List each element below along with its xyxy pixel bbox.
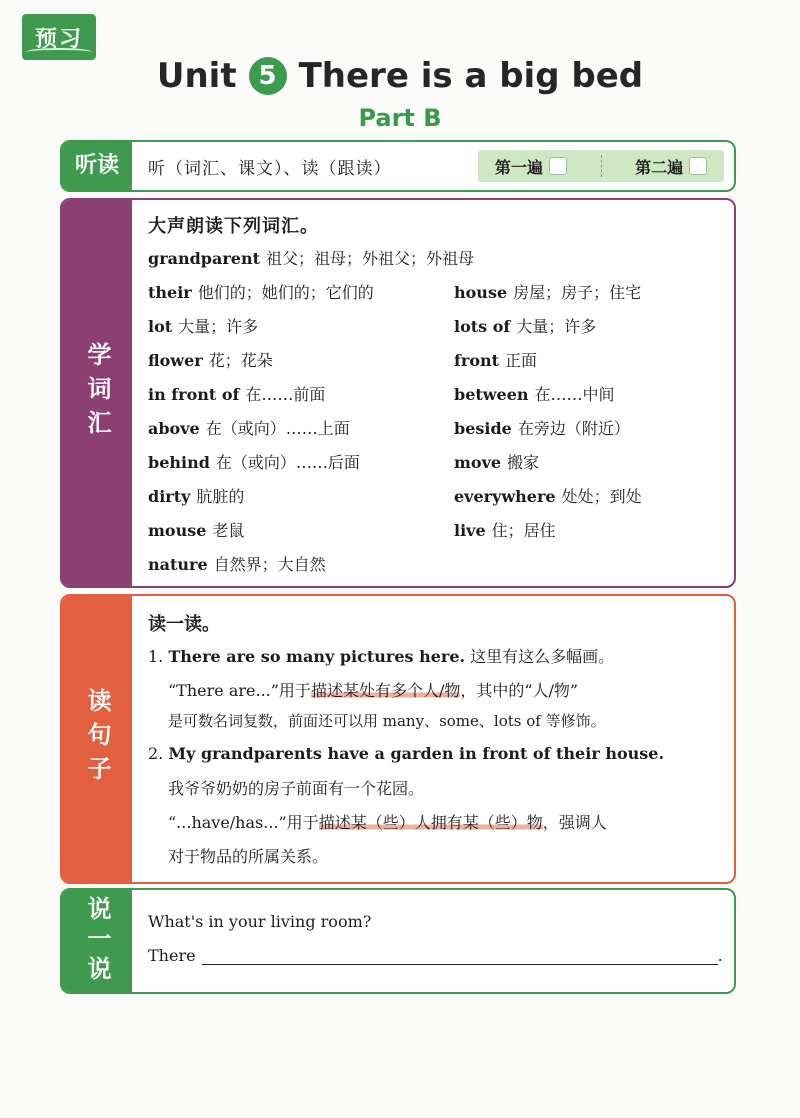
second-pass-label: 第二遍 <box>635 157 684 177</box>
vocab-meaning: 住；居住 <box>491 521 556 540</box>
vocab-item <box>148 416 350 439</box>
vocab-word: move <box>454 453 502 472</box>
vocab-meaning: 正面 <box>505 351 538 370</box>
vocab-item <box>454 382 615 405</box>
vocab-word: in front of <box>148 385 240 404</box>
vocab-word: nature <box>148 555 208 574</box>
checklist-divider <box>601 155 602 177</box>
vocab-label <box>62 200 132 586</box>
vocab-item <box>148 518 244 541</box>
vocab-word: front <box>454 351 500 370</box>
vocab-item <box>454 518 556 541</box>
second-pass-item[interactable] <box>635 155 707 178</box>
vocab-item <box>454 416 630 439</box>
sentence-1 <box>148 644 614 667</box>
vocab-item <box>454 314 596 337</box>
vocab-word: everywhere <box>454 487 556 506</box>
sentence-number: 2. <box>148 744 164 763</box>
first-pass-item[interactable] <box>495 155 567 178</box>
vocab-meaning: 处处；到处 <box>561 487 642 506</box>
vocab-word: grandparent <box>148 249 260 268</box>
vocab-word: beside <box>454 419 512 438</box>
vocab-item <box>148 484 244 507</box>
sentence-english: There are so many pictures here. <box>168 647 466 666</box>
note-text: ，强调人 <box>542 813 607 832</box>
badge-text: 预习 <box>34 26 83 52</box>
answer-blank[interactable] <box>202 949 718 965</box>
answer-end: . <box>717 946 723 965</box>
vocab-item <box>148 246 474 269</box>
sentence-heading: 读一读。 <box>148 614 220 635</box>
speak-answer <box>148 946 723 965</box>
vocab-word: between <box>454 385 529 404</box>
highlight: 描述某处有多个人/物 <box>310 681 461 700</box>
vocab-panel <box>60 198 736 588</box>
vocab-item <box>454 450 539 473</box>
vocab-item <box>148 552 326 575</box>
sentence-1-note-cont: 是可数名词复数，前面还可以用 many、some、lots of 等修饰。 <box>168 712 606 730</box>
unit-word: Unit <box>156 56 237 96</box>
vocab-meaning: 大量；许多 <box>516 317 597 336</box>
vocab-meaning: 房屋；房子；住宅 <box>513 283 642 302</box>
sentence-panel <box>60 594 736 884</box>
vocab-item <box>454 348 537 371</box>
listen-panel <box>60 140 736 192</box>
listen-instruction: 听（词汇、课文）、读（跟读） <box>148 159 392 179</box>
answer-start: There <box>148 946 196 965</box>
vocab-meaning: 在（或向）……后面 <box>215 453 360 472</box>
vocab-word: lots of <box>454 317 511 336</box>
pass-checklist <box>478 150 724 182</box>
vocab-item <box>148 280 374 303</box>
sentence-2 <box>148 744 664 763</box>
sentence-number: 1. <box>148 647 164 666</box>
vocab-meaning: 他们的；她们的；它们的 <box>197 283 374 302</box>
speak-question: What's in your living room? <box>148 912 372 931</box>
vocab-word: lot <box>148 317 173 336</box>
sentence-1-note <box>168 678 578 701</box>
vocab-meaning: 花；花朵 <box>208 351 273 370</box>
note-text: “There are...”用于 <box>168 681 311 700</box>
listen-label: 听读 <box>62 142 132 190</box>
vocab-word: mouse <box>148 521 207 540</box>
vocab-meaning: 在……前面 <box>245 385 326 404</box>
vocab-meaning: 自然界；大自然 <box>213 555 326 574</box>
vocab-word: live <box>454 521 486 540</box>
vocab-item <box>148 314 258 337</box>
vocab-item <box>148 382 325 405</box>
vocab-meaning: 老鼠 <box>212 521 245 540</box>
first-pass-label: 第一遍 <box>494 157 543 177</box>
vocab-meaning: 搬家 <box>507 453 540 472</box>
sentence-label <box>62 596 132 882</box>
vocab-meaning: 大量；许多 <box>178 317 259 336</box>
vocab-meaning: 肮脏的 <box>196 487 245 506</box>
page-title <box>0 56 800 96</box>
part-subtitle: Part B <box>358 104 442 132</box>
speak-label-text: 说一说 <box>83 896 111 986</box>
sentence-chinese: 这里有这么多幅画。 <box>470 647 615 666</box>
preview-badge <box>22 14 96 60</box>
note-text: ，其中的“人/物” <box>460 681 579 700</box>
vocab-meaning: 在旁边（附近） <box>517 419 630 438</box>
sentence-label-text: 读句子 <box>83 688 111 790</box>
unit-number-badge: 5 <box>249 57 287 95</box>
vocab-word: behind <box>148 453 210 472</box>
second-pass-checkbox[interactable] <box>689 157 707 175</box>
first-pass-checkbox[interactable] <box>549 157 567 175</box>
sentence-english: My grandparents have a garden in front of their house. <box>168 744 665 763</box>
vocab-heading: 大声朗读下列词汇。 <box>148 216 319 237</box>
note-text: “...have/has...”用于 <box>168 813 319 832</box>
vocab-word: house <box>454 283 508 302</box>
unit-title: There is a big bed <box>298 56 644 96</box>
highlight: 描述某（些）人拥有某（些）物 <box>318 813 543 832</box>
sentence-2-note <box>168 810 607 833</box>
sentence-2-note-cont: 对于物品的所属关系。 <box>168 847 329 866</box>
vocab-meaning: 祖父；祖母；外祖父；外祖母 <box>266 249 475 268</box>
vocab-item <box>148 450 360 473</box>
vocab-meaning: 在（或向）……上面 <box>205 419 350 438</box>
vocab-item <box>148 348 273 371</box>
vocab-word: above <box>148 419 200 438</box>
vocab-word: dirty <box>148 487 191 506</box>
vocab-item <box>454 484 642 507</box>
vocab-meaning: 在……中间 <box>534 385 615 404</box>
sentence-2-chinese: 我爷爷奶奶的房子前面有一个花园。 <box>168 779 425 798</box>
vocab-label-text: 学词汇 <box>83 342 111 444</box>
vocab-word: their <box>148 283 192 302</box>
speak-panel <box>60 888 736 994</box>
vocab-word: flower <box>148 351 203 370</box>
speak-label <box>62 890 132 992</box>
vocab-item <box>454 280 641 303</box>
